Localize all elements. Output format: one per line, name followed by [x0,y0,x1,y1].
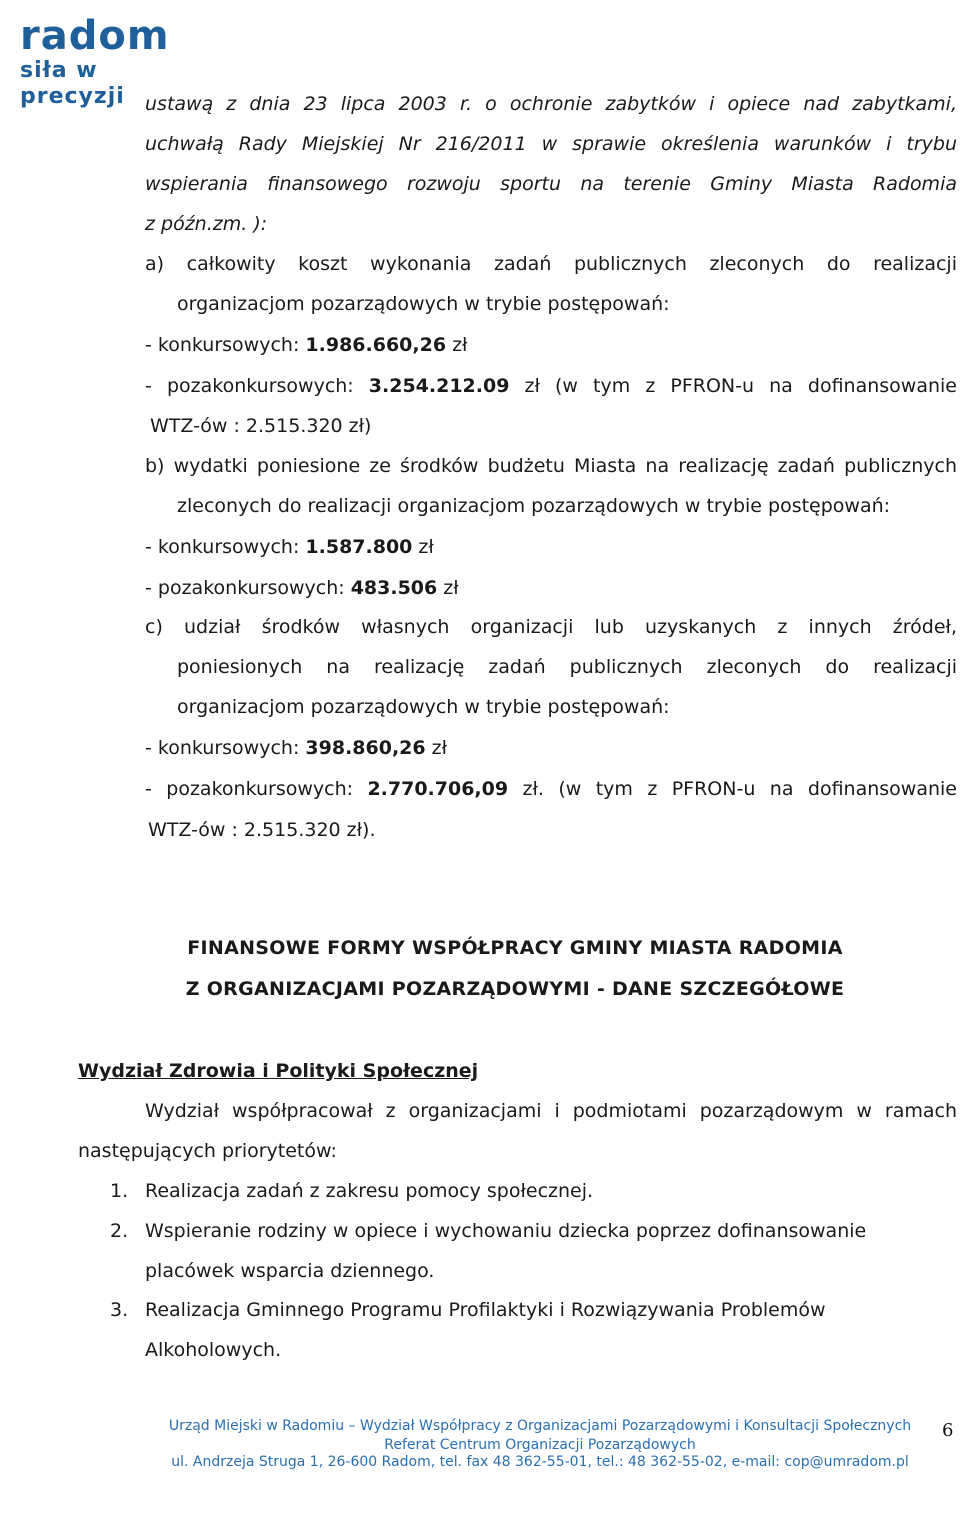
amount: 1.986.660,26 [305,334,447,356]
section-a-konkursowych [145,332,467,358]
unit: zł [425,737,448,759]
intro-line-3: wspierania finansowego rozwoju sportu na terenie Gminy Miasta Radomia [145,173,957,195]
footer-line-3: ul. Andrzeja Struga 1, 26-600 Radom, tel. fax 48 362-55-01, tel.: 48 362-55-02, e-mail: cop@umradom.pl [171,1454,909,1470]
footer-line-1: Urząd Miejski w Radomiu – Wydział Współpracy z Organizacjami Pozarządowymi i Konsultacji Społecznych [168,1418,912,1434]
label: - pozakonkursowych: [145,778,368,800]
section-c-line-2: poniesionych na realizację zadań publicznych zleconych do realizacji [177,656,957,678]
section-heading-line-2: Z ORGANIZACJAMI POZARZĄDOWYMI - DANE SZCZEGÓŁOWE [185,978,845,1000]
priority-item-3-line-2: Alkoholowych. [145,1339,282,1361]
department-title: Wydział Zdrowia i Polityki Społecznej [78,1060,479,1082]
section-a-line-2: organizacjom pozarządowych w trybie postępowań: [177,293,670,315]
unit: zł [446,334,468,356]
intro-line-1: ustawą z dnia 23 lipca 2003 r. o ochronie zabytków i opiece nad zabytkami, [145,93,957,115]
amount: 1.587.800 [305,536,413,558]
department-para-line-2: następujących priorytetów: [78,1140,337,1162]
section-a-line-1: a) całkowity koszt wykonania zadań publicznych zleconych do realizacji [145,253,957,275]
section-c-line-3: organizacjom pozarządowych w trybie postępowań: [177,696,670,718]
logo-wordmark: radom [20,13,170,59]
section-b-line-2: zleconych do realizacji organizacjom pozarządowych w trybie postępowań: [177,495,891,517]
label: - konkursowych: [145,536,306,558]
amount: 483.506 [350,577,438,599]
priority-item-1: Realizacja zadań z zakresu pomocy społecznej. [145,1180,594,1202]
footer-line-2: Referat Centrum Organizacji Pozarządowych [384,1437,696,1453]
unit: zł [412,536,434,558]
priority-item-2-line-1: Wspieranie rodziny w opiece i wychowaniu dziecka poprzez dofinansowanie [145,1220,867,1242]
section-heading-line-1: FINANSOWE FORMY WSPÓŁPRACY GMINY MIASTA RADOMIA [187,937,843,959]
note: zł. (w tym z PFRON-u na dofinansowanie [508,778,957,800]
label: - konkursowych: [145,737,306,759]
priority-number: 3. [110,1299,129,1321]
label: - pozakonkursowych: [145,577,351,599]
radom-logo [20,13,210,109]
section-b-konkursowych [145,534,434,560]
priority-item-3-line-1: Realizacja Gminnego Programu Profilaktyki i Rozwiązywania Problemów [145,1299,826,1321]
logo-tagline: siła w precyzji [20,58,125,109]
amount: 3.254.212.09 [368,375,510,397]
priority-number: 2. [110,1220,129,1242]
page-number: 6 [942,1420,954,1441]
note: zł (w tym z PFRON-u na dofinansowanie [509,375,957,397]
section-a-pozakonkursowych [145,373,957,399]
unit: zł [437,577,459,599]
section-b-pozakonkursowych [145,575,459,601]
section-c-konkursowych [145,735,447,761]
intro-line-4: z późn.zm. ): [145,213,268,235]
section-c-line-1: c) udział środków własnych organizacji lub uzyskanych z innych źródeł, [145,616,957,638]
section-a-wtz: WTZ-ów : 2.515.320 zł) [150,415,372,437]
label: - konkursowych: [145,334,306,356]
intro-line-2: uchwałą Rady Miejskiej Nr 216/2011 w sprawie określenia warunków i trybu [145,133,957,155]
priority-item-2-line-2: placówek wsparcia dziennego. [145,1260,435,1282]
section-c-pozakonkursowych [145,776,957,802]
priority-number: 1. [110,1180,129,1202]
amount: 2.770.706,09 [367,778,509,800]
department-para-line-1: Wydział współpracował z organizacjami i podmiotami pozarządowym w ramach [145,1100,957,1122]
section-b-line-1: b) wydatki poniesione ze środków budżetu Miasta na realizację zadań publicznych [145,455,957,477]
amount: 398.860,26 [305,737,426,759]
section-c-wtz: WTZ-ów : 2.515.320 zł). [148,819,376,841]
label: - pozakonkursowych: [145,375,369,397]
